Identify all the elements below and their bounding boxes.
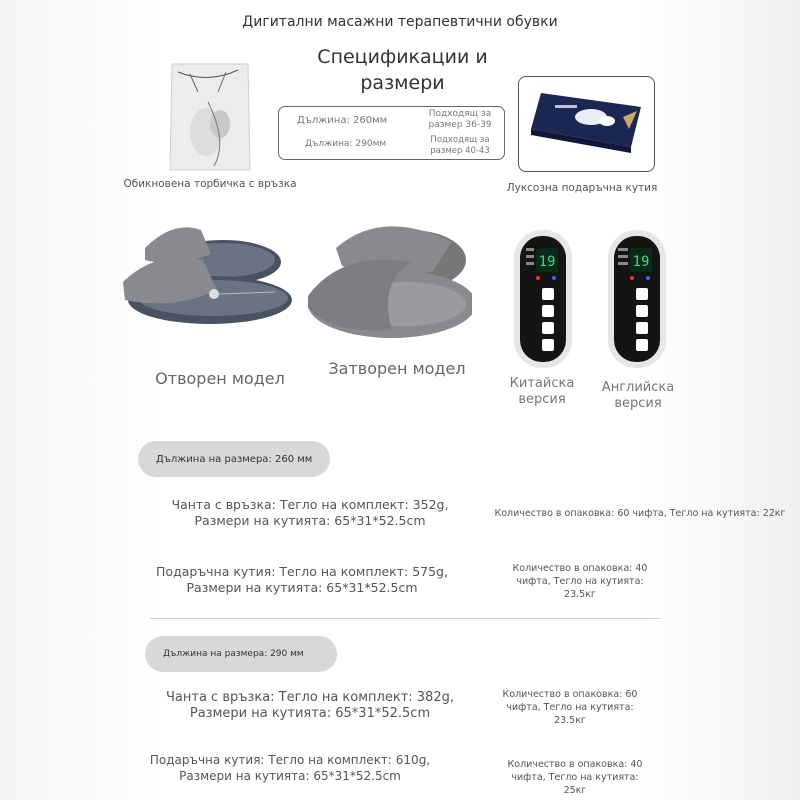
spec-title: Спецификации и размери	[317, 46, 488, 94]
drawstring-bag-image	[168, 62, 252, 172]
size-290-pill: Дължина на размера: 290 мм	[145, 636, 337, 672]
open-model-image	[115, 220, 295, 330]
size-290-gift-spec: Подаръчна кутия: Тегло на комплект: 610g, Размери на кутията: 65*31*52.5cm	[149, 753, 431, 783]
box-caption: Луксозна подаръчна кутия	[506, 182, 658, 194]
size-260-bag-spec: Чанта с връзка: Тегло на комплект: 352g, Размери на кутията: 65*31*52.5cm	[171, 497, 449, 528]
page-title: Дигитални масажни терапевтични обувки	[242, 14, 558, 30]
svg-text:19: 19	[632, 254, 650, 270]
size-290-bag-spec: Чанта с връзка: Тегло на комплект: 382g, Размери на кутията: 65*31*52.5cm	[166, 690, 454, 721]
size-260-bag-pack: Количество в опаковка: 60 чифта, Тегло на кутията: 22кг	[494, 508, 786, 519]
closed-model-image	[302, 212, 472, 342]
fit-40-43-label: Подходящ за размер 40-43	[430, 135, 490, 156]
english-version-label: Английска версия	[601, 380, 675, 411]
size-290-gift-pack: Количество в опаковка: 40 чифта, Тегло на кутията: 25кг	[507, 759, 643, 796]
gift-box-image	[518, 76, 655, 172]
size-260-gift-pack: Количество в опаковка: 40 чифта, Тегло на кутията: 23.5кг	[512, 563, 648, 600]
svg-text:19: 19	[538, 254, 556, 270]
length-260-label: Дължина: 260мм	[297, 115, 388, 126]
closed-model-label: Затворен модел	[328, 359, 466, 378]
section-divider	[150, 618, 660, 619]
bag-caption: Обикновена торбичка с връзка	[123, 178, 297, 190]
size-260-pill: Дължина на размера: 260 мм	[138, 441, 330, 477]
length-290-label: Дължина: 290мм	[305, 139, 387, 149]
chinese-version-label: Китайска версия	[509, 376, 575, 407]
size-260-gift-spec: Подаръчна кутия: Тегло на комплект: 575g, Размери на кутията: 65*31*52.5cm	[156, 564, 448, 595]
open-model-label: Отворен модел	[155, 369, 285, 388]
fit-36-39-label: Подходящ за размер 36-39	[428, 109, 492, 130]
english-remote-image	[606, 228, 668, 370]
chinese-remote-image	[512, 228, 574, 370]
size-290-bag-pack: Количество в опаковка: 60 чифта, Тегло на кутията: 23.5кг	[502, 689, 638, 726]
size-info-box	[278, 106, 505, 160]
